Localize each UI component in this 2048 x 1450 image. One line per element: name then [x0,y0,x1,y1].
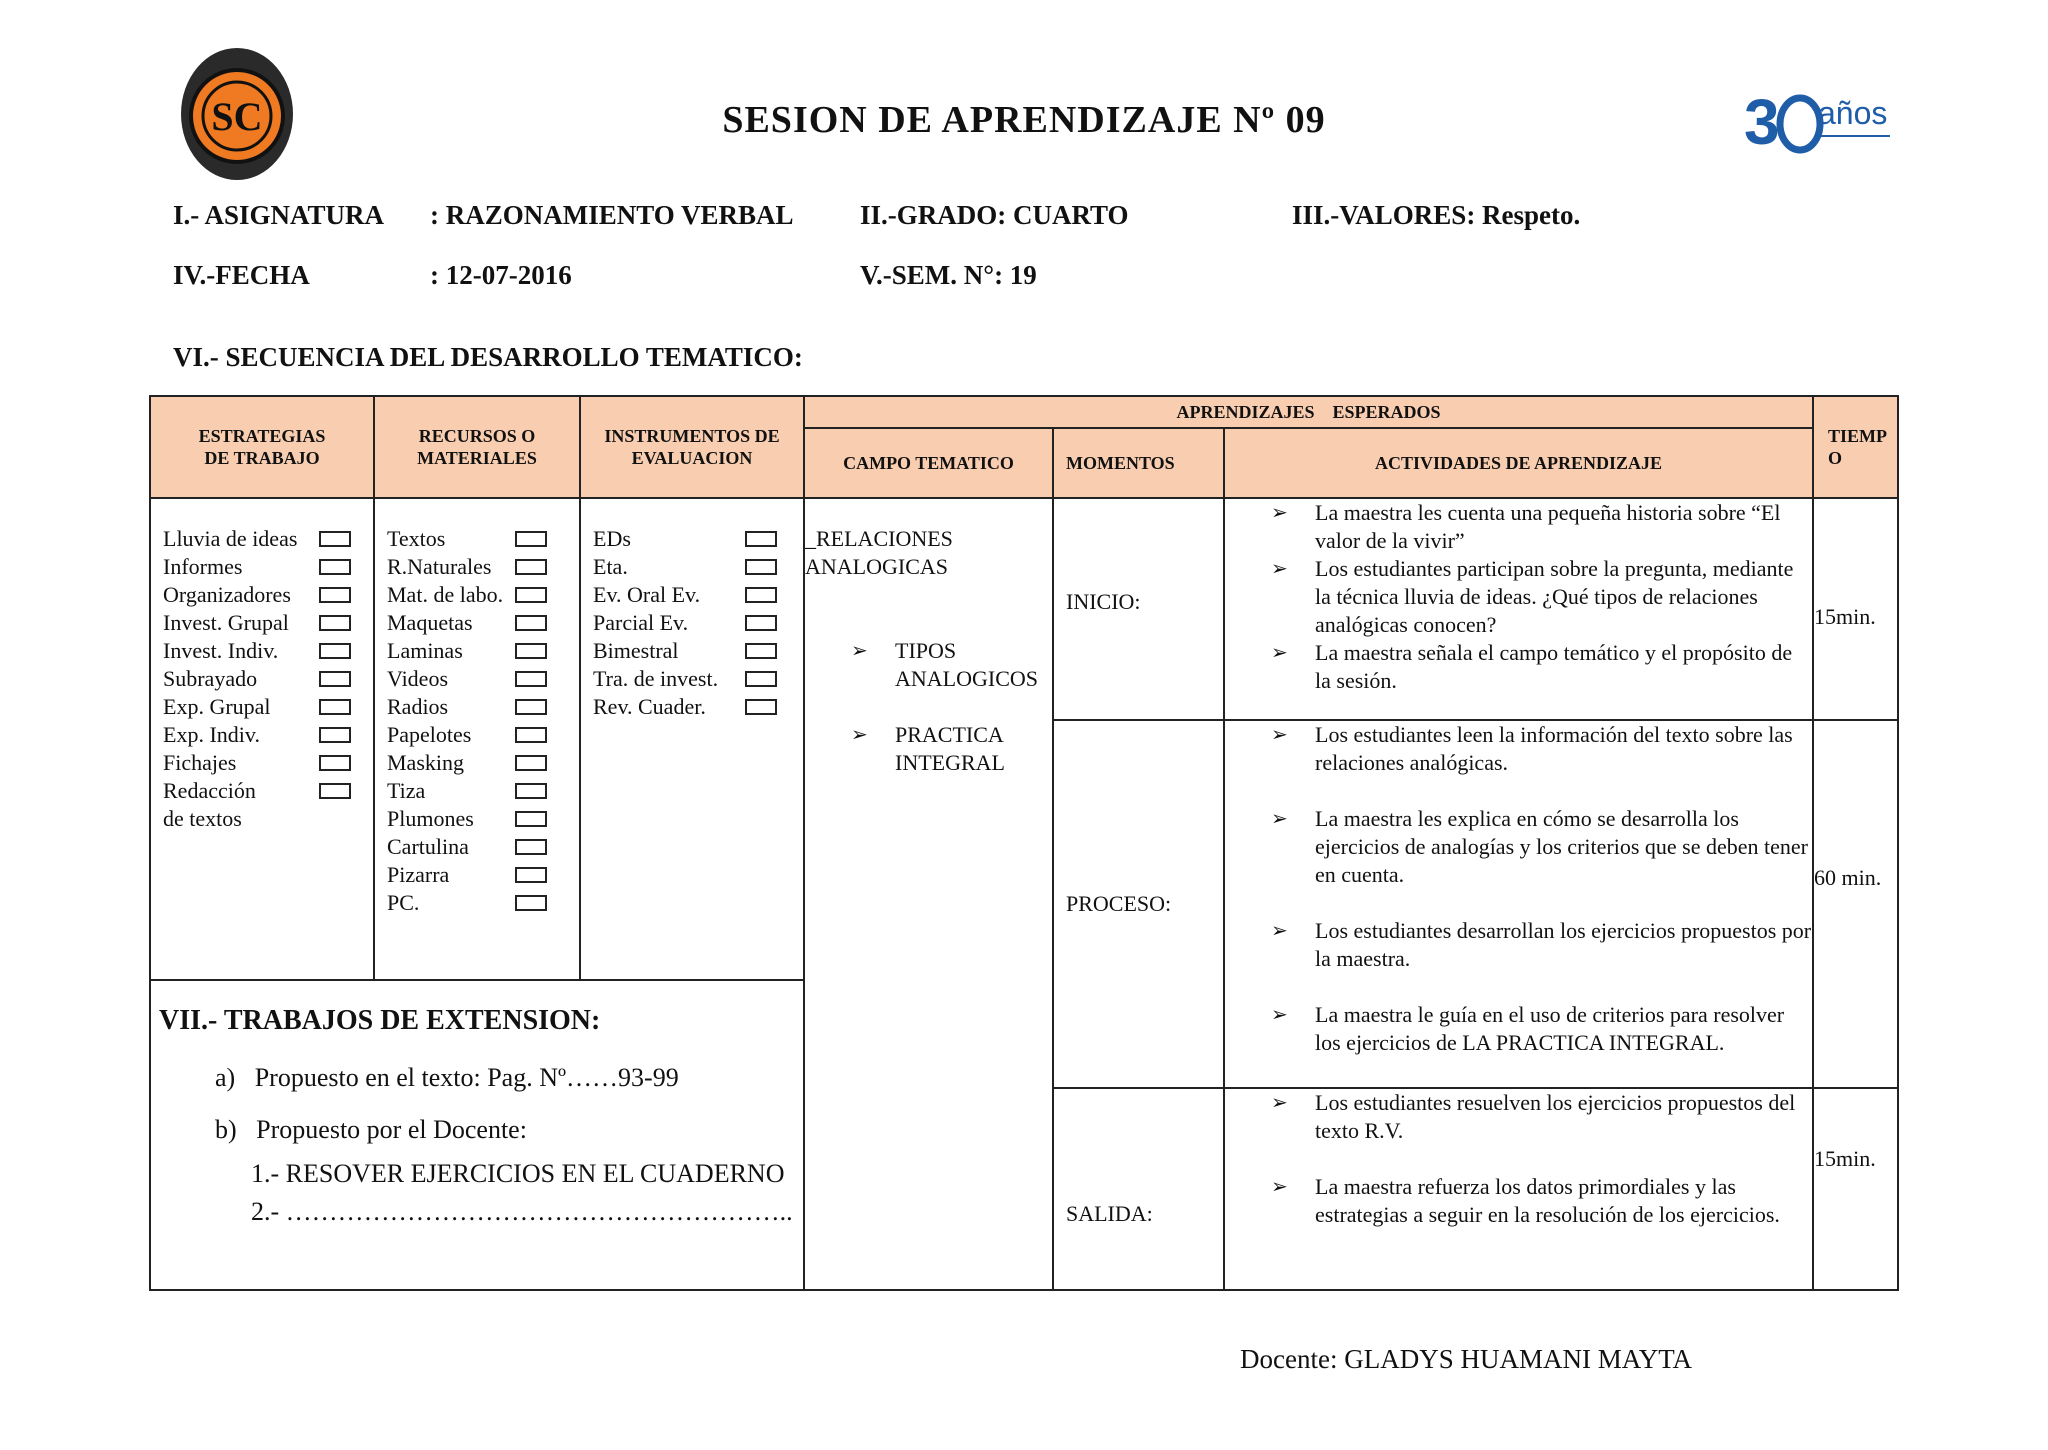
instrumento-item [593,665,781,693]
arrow-bullet-icon: ➢ [1271,642,1288,664]
actividades-salida [1224,1088,1813,1290]
arrow-bullet-icon: ➢ [1271,1176,1288,1198]
section-title: VI.- SECUENCIA DEL DESARROLLO TEMATICO: [173,342,803,372]
recurso-item [387,609,551,637]
estrategia-extra: de textos [163,806,242,831]
extension-item-2: 2.- ………………………………………………….. [251,1197,793,1226]
recursos-cell [374,498,580,980]
checkbox-square-icon[interactable] [515,755,547,771]
arrow-bullet-icon: ➢ [1271,920,1288,942]
instrumento-label: Eta. [593,554,628,579]
instrumentos-cell [580,498,804,980]
extension-b: b) Propuesto por el Docente: [215,1115,527,1144]
semana-field: V.-SEM. N°: 19 [860,260,1037,290]
tiempo-salida: 15min. [1813,1088,1898,1290]
checkbox-square-icon[interactable] [745,643,777,659]
checkbox-square-icon[interactable] [745,559,777,575]
recurso-item [387,721,551,749]
activity-item: ➢ La maestra les cuenta una pequeña historia sobre “El valor de la vivir” [1271,500,1781,553]
activity-item: ➢ La maestra señala el campo temático y el propósito de la sesión. [1271,640,1793,693]
instrumento-item [593,581,781,609]
checkbox-square-icon[interactable] [515,811,547,827]
arrow-bullet-icon: ➢ [1271,1004,1288,1026]
checkbox-square-icon[interactable] [745,587,777,603]
extension-title: VII.- TRABAJOS DE EXTENSION: [159,1005,601,1036]
fecha-value: : 12-07-2016 [430,260,572,290]
estrategia-item [163,553,355,581]
activity-item: ➢ Los estudiantes desarrollan los ejercicios propuestos por la maestra. [1271,918,1812,971]
recurso-item [387,861,551,889]
recurso-label: Pizarra [387,862,450,887]
tiempo-inicio: 15min. [1813,498,1898,720]
header-campo: CAMPO TEMATICO [804,428,1053,498]
header-aprendizajes: APRENDIZAJES ESPERADOS [804,396,1813,428]
estrategia-label: Invest. Grupal [163,610,289,635]
activity-item: ➢ La maestra refuerza los datos primordiales y las estrategias a seguir en la resolución de los ejercicios. [1271,1174,1780,1227]
recurso-item [387,665,551,693]
estrategia-label: Redacción [163,778,256,803]
estrategia-label: Exp. Indiv. [163,722,260,747]
header-estrategias: ESTRATEGIAS DE TRABAJO [150,396,374,498]
instrumento-item [593,637,781,665]
session-table [149,395,1899,1291]
checkbox-square-icon[interactable] [515,615,547,631]
estrategia-item [163,693,355,721]
checkbox-square-icon[interactable] [319,587,351,603]
recurso-label: Plumones [387,806,474,831]
checkbox-square-icon[interactable] [515,699,547,715]
checkbox-square-icon[interactable] [319,755,351,771]
recurso-label: Maquetas [387,610,473,635]
estrategia-item [163,665,355,693]
recurso-label: Radios [387,694,449,719]
instrumento-label: EDs [593,526,631,551]
header-actividades: ACTIVIDADES DE APRENDIZAJE [1224,428,1813,498]
estrategia-item [163,609,355,637]
recurso-item [387,889,551,917]
estrategia-item [163,721,355,749]
estrategia-item [163,525,355,553]
arrow-bullet-icon: ➢ [1271,724,1288,746]
checkbox-square-icon[interactable] [515,867,547,883]
recurso-item [387,805,551,833]
recurso-label: Laminas [387,638,463,663]
svg-text:SC: SC [211,94,263,139]
recurso-item [387,693,551,721]
checkbox-square-icon[interactable] [515,531,547,547]
checkbox-square-icon[interactable] [319,615,351,631]
tiempo-proceso: 60 min. [1813,720,1898,1088]
estrategia-label: Informes [163,554,243,579]
recurso-label: PC. [387,890,420,915]
estrategia-label: Fichajes [163,750,237,775]
actividades-inicio [1224,498,1813,720]
checkbox-square-icon[interactable] [515,559,547,575]
checkbox-square-icon[interactable] [515,895,547,911]
asignatura-label: I.- ASIGNATURA [173,200,385,230]
recurso-item [387,581,551,609]
fecha-label: IV.-FECHA [173,260,310,290]
campo-cell [804,498,1053,1290]
recurso-item [387,833,551,861]
checkbox-square-icon[interactable] [319,699,351,715]
instrumento-label: Rev. Cuader. [593,694,706,719]
estrategia-label: Organizadores [163,582,291,607]
extension-a: a) Propuesto en el texto: Pag. Nº……93-99 [215,1063,679,1092]
header-recursos: RECURSOS O MATERIALES [374,396,580,498]
recurso-item [387,749,551,777]
recurso-label: R.Naturales [387,554,492,579]
actividades-proceso [1224,720,1813,1088]
estrategia-item [163,749,355,777]
recurso-label: Masking [387,750,464,775]
recurso-item [387,777,551,805]
estrategia-item [163,581,355,609]
campo-item: ➢ PRACTICA INTEGRAL [851,722,1005,775]
instrumento-label: Tra. de invest. [593,666,719,691]
svg-text:3: 3 [1744,86,1780,158]
svg-text:años: años [1818,95,1888,131]
checkbox-square-icon[interactable] [515,839,547,855]
activity-item: ➢ Los estudiantes resuelven los ejercicios propuestos del texto R.V. [1271,1090,1796,1143]
momento-proceso: PROCESO: [1053,720,1224,1088]
instrumento-label: Bimestral [593,638,679,663]
estrategia-label: Subrayado [163,666,258,691]
recurso-label: Cartulina [387,834,469,859]
recurso-item [387,525,551,553]
instrumento-item [593,525,781,553]
recurso-item [387,553,551,581]
instrumento-label: Parcial Ev. [593,610,689,635]
campo-line-1: _RELACIONES [805,526,953,551]
checkbox-square-icon[interactable] [319,559,351,575]
checkbox-square-icon[interactable] [319,671,351,687]
campo-item: ➢ TIPOS ANALOGICOS [851,638,1038,691]
estrategia-label: Lluvia de ideas [163,526,298,551]
activity-item: ➢ Los estudiantes participan sobre la pregunta, mediante la técnica lluvia de ideas. ¿Qué tipos de relaciones analógicas conocen? [1271,556,1794,637]
recurso-label: Textos [387,526,446,551]
header-momentos: MOMENTOS [1053,428,1224,498]
checkbox-square-icon[interactable] [319,727,351,743]
valores-field: III.-VALORES: Respeto. [1292,200,1581,230]
extension-item-1: 1.- RESOVER EJERCICIOS EN EL CUADERNO [251,1159,785,1188]
checkbox-square-icon[interactable] [319,531,351,547]
checkbox-square-icon[interactable] [745,615,777,631]
header-tiempo: TIEMP O [1813,396,1898,498]
asignatura-value: : RAZONAMIENTO VERBAL [430,200,794,230]
instrumento-label: Ev. Oral Ev. [593,582,701,607]
estrategias-cell [150,498,374,980]
estrategia-item [163,637,355,665]
momento-salida: SALIDA: [1053,1088,1224,1290]
momento-inicio: INICIO: [1053,498,1224,720]
extension-cell [150,980,804,1290]
estrategia-label: Invest. Indiv. [163,638,279,663]
checkbox-square-icon[interactable] [515,671,547,687]
arrow-bullet-icon: ➢ [1271,1092,1288,1114]
checkbox-square-icon[interactable] [515,643,547,659]
grado-field: II.-GRADO: CUARTO [860,200,1129,230]
recurso-label: Mat. de labo. [387,582,504,607]
checkbox-square-icon[interactable] [515,587,547,603]
checkbox-square-icon[interactable] [515,783,547,799]
arrow-bullet-icon: ➢ [1271,502,1288,524]
recurso-item [387,637,551,665]
instrumento-item [593,693,781,721]
estrategia-label: Exp. Grupal [163,694,271,719]
instrumento-item [593,609,781,637]
arrow-bullet-icon: ➢ [1271,558,1288,580]
checkbox-square-icon[interactable] [745,699,777,715]
checkbox-square-icon[interactable] [745,671,777,687]
activity-item: ➢ La maestra les explica en cómo se desarrolla los ejercicios de analogías y los criterios que se deben tener en cuenta. [1271,806,1808,887]
docente-signature: Docente: GLADYS HUAMANI MAYTA [1240,1344,1693,1374]
checkbox-square-icon[interactable] [319,783,351,799]
recurso-label: Videos [387,666,449,691]
estrategia-item [163,777,355,805]
activity-item: ➢ Los estudiantes leen la información del texto sobre las relaciones analógicas. [1271,722,1793,775]
checkbox-square-icon[interactable] [515,727,547,743]
recurso-label: Tiza [387,778,426,803]
checkbox-square-icon[interactable] [319,643,351,659]
arrow-bullet-icon: ➢ [1271,808,1288,830]
header-instrumentos: INSTRUMENTOS DE EVALUACION [580,396,804,498]
instrumento-item [593,553,781,581]
campo-items [805,637,1052,777]
checkbox-square-icon[interactable] [745,531,777,547]
activity-item: ➢ La maestra le guía en el uso de criterios para resolver los ejercicios de LA PRACTICA INTEGRAL. [1271,1002,1785,1055]
page-title: SESION DE APRENDIZAJE Nº 09 [722,99,1326,141]
recurso-label: Papelotes [387,722,472,747]
campo-line-2: ANALOGICAS [805,554,948,579]
